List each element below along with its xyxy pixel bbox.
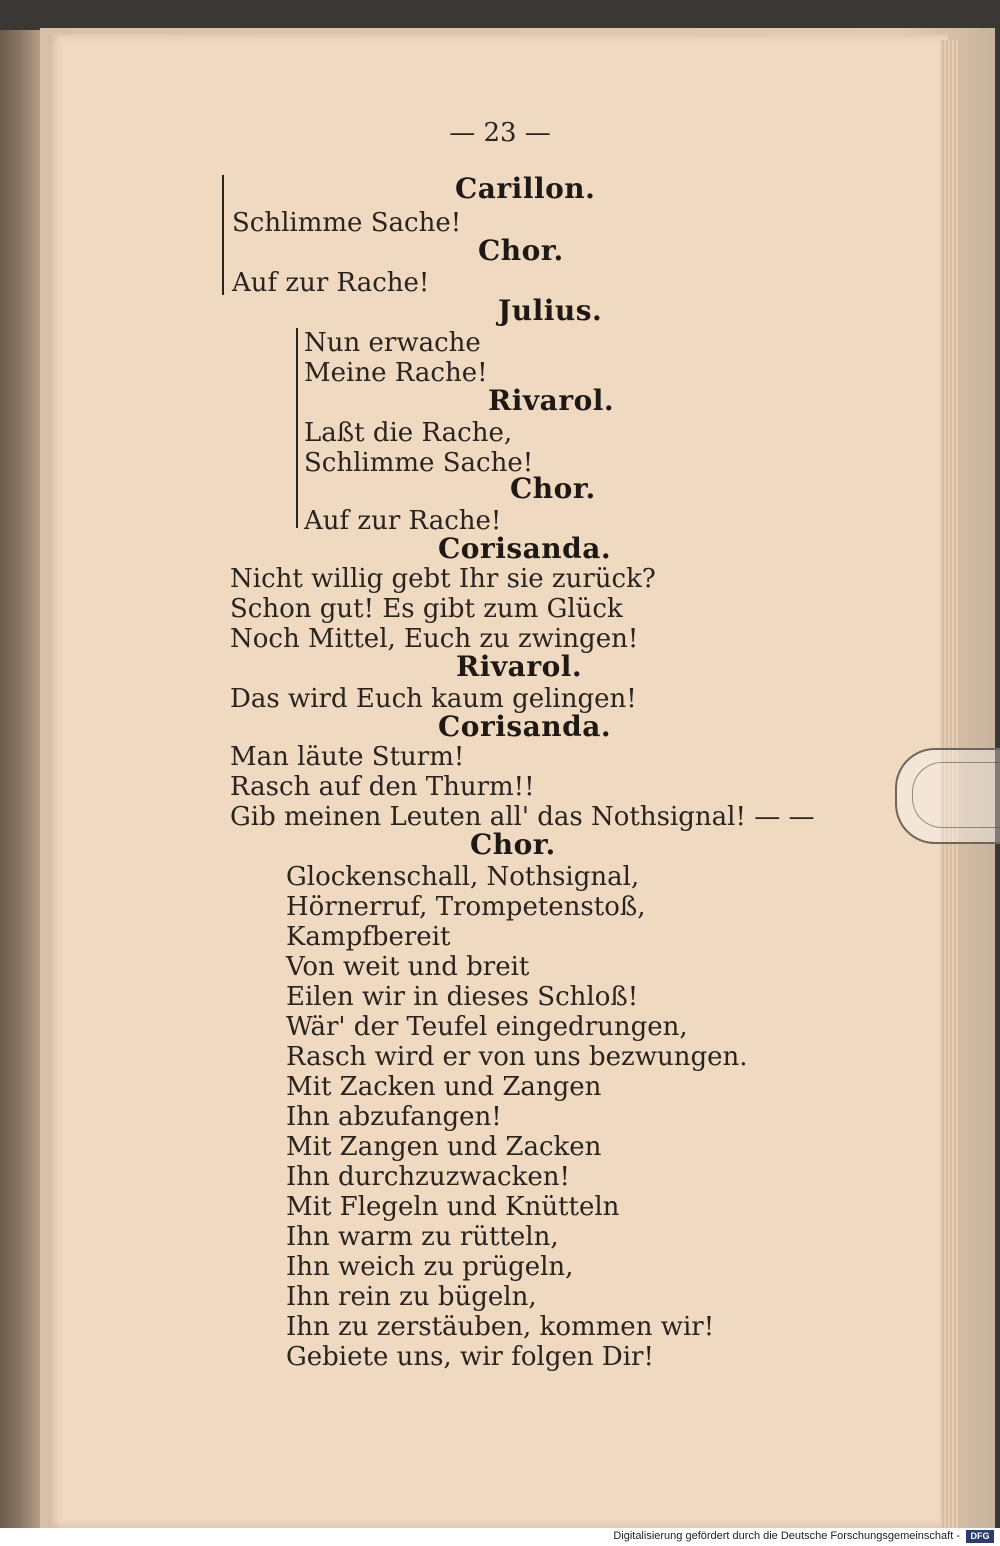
verse-line: Rasch wird er von uns bezwungen. (286, 1042, 748, 1072)
speaker-rivarol: Rivarol. (456, 650, 583, 683)
verse-line: Hörnerruf, Trompetenstoß, (286, 892, 646, 922)
verse-line: Ihn weich zu prügeln, (286, 1252, 574, 1282)
verse-line: Schlimme Sache! (232, 208, 462, 238)
verse-line: Gebiete uns, wir folgen Dir! (286, 1342, 654, 1372)
verse-line: Von weit und breit (286, 952, 530, 982)
verse-line: Man läute Sturm! (230, 742, 465, 772)
speaker-julius: Julius. (498, 294, 603, 327)
dfg-logo: DFG (966, 1530, 994, 1543)
speaker-chor: Chor. (478, 234, 564, 267)
verse-line: Auf zur Rache! (232, 268, 430, 298)
digitization-credit: Digitalisierung gefördert durch die Deutsche Forschungsgemeinschaft - (613, 1530, 960, 1542)
verse-line: Nicht willig gebt Ihr sie zurück? (230, 564, 656, 594)
speaker-chor: Chor. (470, 828, 556, 861)
verse-line: Auf zur Rache! (304, 506, 502, 536)
verse-line: Eilen wir in dieses Schloß! (286, 982, 639, 1012)
verse-line: Meine Rache! (304, 358, 488, 388)
verse-line: Schlimme Sache! (304, 448, 534, 478)
verse-line: Schon gut! Es gibt zum Glück (230, 594, 623, 624)
verse-line: Gib meinen Leuten all' das Nothsignal! — — (230, 802, 815, 832)
speaker-carillon: Carillon. (455, 172, 596, 205)
verse-line: Ihn zu zerstäuben, kommen wir! (286, 1312, 715, 1342)
bracket-julius-rivarol (296, 328, 298, 528)
page-tab-inner (912, 762, 1000, 828)
verse-line: Kampfbereit (286, 922, 451, 952)
bracket-carillon-chor (222, 175, 224, 295)
speaker-rivarol: Rivarol. (488, 384, 615, 417)
verse-line: Laßt die Rache, (304, 418, 513, 448)
verse-line: Ihn rein zu bügeln, (286, 1282, 537, 1312)
verse-line: Rasch auf den Thurm!! (230, 772, 535, 802)
speaker-chor: Chor. (510, 472, 596, 505)
verse-line: Mit Zacken und Zangen (286, 1072, 602, 1102)
speaker-corisanda: Corisanda. (438, 710, 612, 743)
verse-line: Noch Mittel, Euch zu zwingen! (230, 624, 639, 654)
verse-line: Mit Zangen und Zacken (286, 1132, 602, 1162)
verse-line: Ihn durchzuzwacken! (286, 1162, 570, 1192)
verse-line: Mit Flegeln und Knütteln (286, 1192, 620, 1222)
verse-line: Glockenschall, Nothsignal, (286, 862, 640, 892)
verse-line: Nun erwache (304, 328, 481, 358)
page-number: — 23 — (449, 118, 551, 148)
verse-line: Wär' der Teufel eingedrungen, (286, 1012, 688, 1042)
verse-line: Ihn warm zu rütteln, (286, 1222, 559, 1252)
verse-line: Das wird Euch kaum gelingen! (230, 684, 637, 714)
speaker-corisanda: Corisanda. (438, 532, 612, 565)
verse-line: Ihn abzufangen! (286, 1102, 502, 1132)
